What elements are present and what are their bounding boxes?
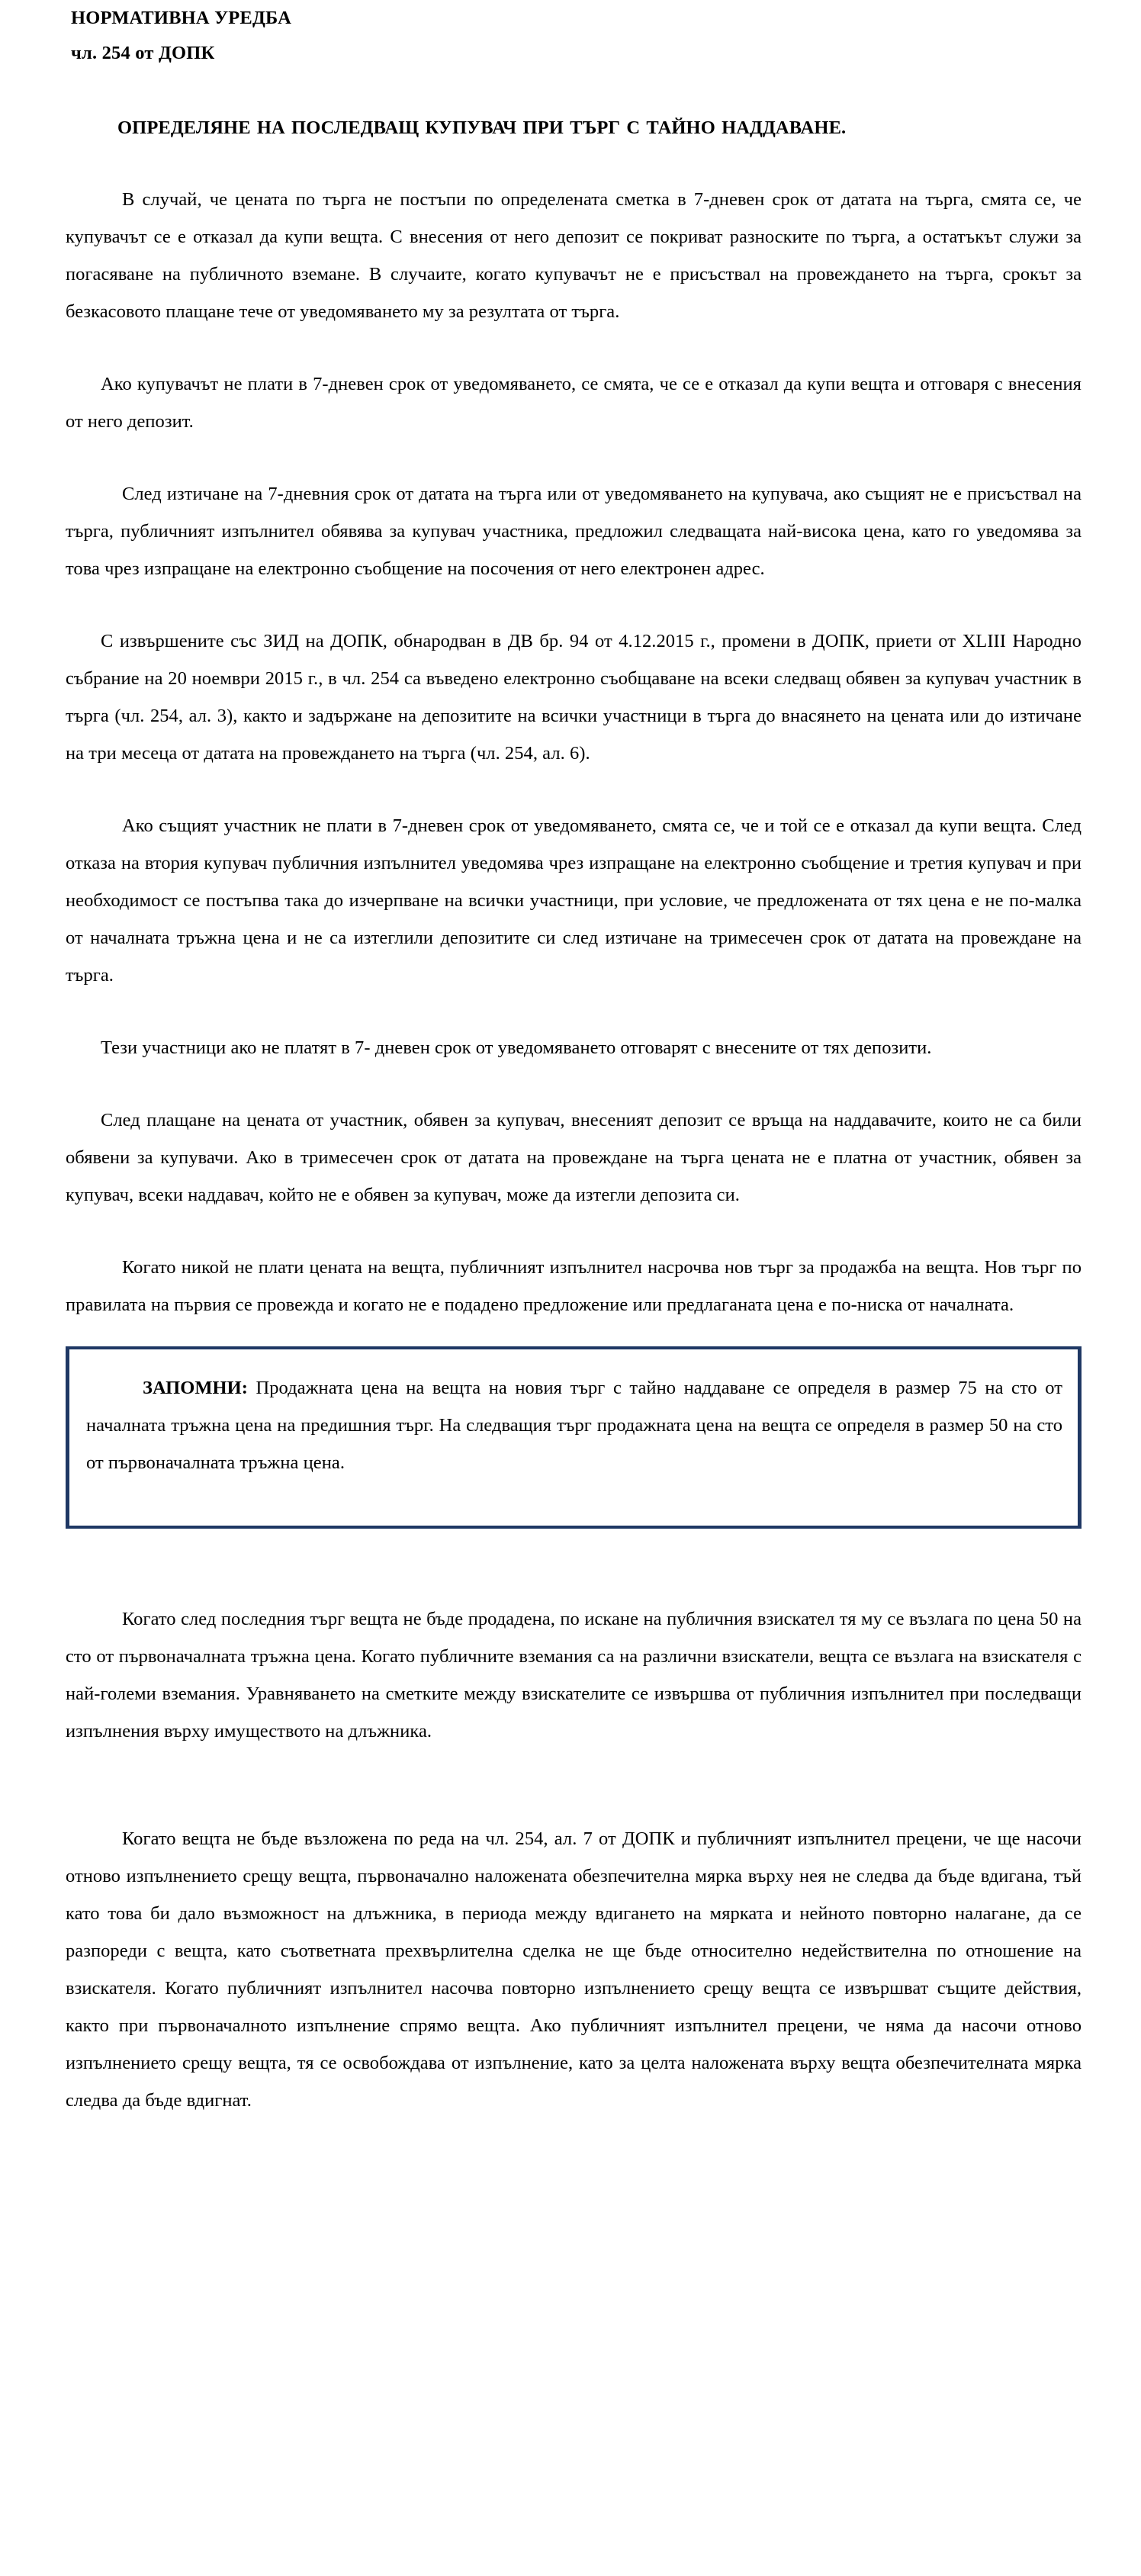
remember-text: Продажната цена на вещта на новия търг с тайно наддаване се определя в размер 75 на сто от началната тръжна цена на предишния търг. На следващия търг продажната цена на вещта се определя в размер 50 на сто от първоначалната тръжна цена. [86,1378,1062,1474]
paragraph-7: След плащане на цената от участник, обявен за купувач, внесеният депозит се връща на наддавачите, които не са били обявени за купувачи. Ако в тримесечен срок от датата на провеждане на търга цената не е платна от участник, обявен за купувач, всеки наддавач, който не е обявен за купувач, може да изтегли депозита си. [66,1110,1082,1206]
paragraph-6: Тези участници ако не платят в 7- дневен срок от уведомяването отговарят с внесените от тях депозити. [101,1037,932,1059]
paragraph-2: Ако купувачът не плати в 7-дневен срок от уведомяването, се смята, че се е отказал да купи вещта и отговаря с внесения от него депозит. [66,374,1082,433]
remember-callout-paragraph [86,1369,1062,1481]
remember-label: ЗАПОМНИ: [143,1378,248,1399]
spacer-after-box [66,1529,1082,1565]
section-title: ОПРЕДЕЛЯНЕ НА ПОСЛЕДВАЩ КУПУВАЧ ПРИ ТЪРГ С ТАЙНО НАДДАВАНЕ. [117,117,847,138]
paragraph-after-box-1: Когато след последния търг вещта не бъде продадена, по искане на публичния взискател тя му се възлага по цена 50 на сто от първоначалната тръжна цена. Когато публичните вземания са на различни взискатели, вещта се възлага на взискателя с най-големи вземания. Уравняването на сметките между взискателите се извършва от публичния изпълнител при последващи изпълнения върху имуществото на длъжника. [66,1609,1082,1742]
paragraph-1: В случай, че цената по търга не постъпи по определената сметка в 7-дневен срок от датата на търга, смята се, че купувачът се е отказал да купи вещта. С внесения от него депозит се покриват разноските по търга, а остатъкът служи за погасяване на публичното вземане. В случаите, когато купувачът не е присъствал на провеждането на търга, срокът за безкасовото плащане тече от уведомяването му за резултата от търга. [66,189,1082,323]
remember-callout-box [66,1346,1082,1529]
remember-callout-inner [86,1369,1062,1481]
paragraph-5: Ако същият участник не плати в 7-дневен срок от уведомяването, смята се, че и той се е отказал да купи вещта. След отказа на втория купувач публичния изпълнител уведомява чрез изпращане на електронно съобщение и третия купувач и при необходимост се постъпва така до изчерпване на всички участници, при условие, че предложената от тях цена е не по-малка от началната тръжна цена и не са изтеглили депозитите си след изтичане на тримесечен срок от датата на провеждане на търга. [66,815,1082,986]
document-header [66,0,1082,63]
document-header-title: НОРМАТИВНА УРЕДБА [71,8,292,28]
document-header-subtitle: чл. 254 от ДОПК [71,42,215,63]
paragraph-4: С извършените със ЗИД на ДОПК, обнародван в ДВ бр. 94 от 4.12.2015 г., промени в ДОПК, приети от XLIII Народно събрание на 20 ноември 2015 г., в чл. 254 са въведено електронно съобщаване на всеки следващ обявен за купувач участник в търга (чл. 254, ал. 3), както и задържане на депозитите на всички участници в търга до внасянето на цената или до изтичане на три месеца от датата на провеждането на търга (чл. 254, ал. 6). [66,631,1082,764]
paragraph-after-box-2: Когато вещта не бъде възложена по реда на чл. 254, ал. 7 от ДОПК и публичният изпълнител прецени, че ще насочи отново изпълнението срещу вещта, първоначално наложената обезпечителна мярка върху нея не следва да бъде вдигана, тъй като това би дало възможност на длъжника, в периода между вдигането на мярката и нейното повторно налагане, да се разпореди с вещта, като съответната прехвърлителна сделка не ще бъде относително недействителна по отношение на взискателя. Когато публичният изпълнител насочва повторно изпълнението срещу вещта се извършват същите действия, както при първоначалното изпълнение спрямо вещта. Ако публичният изпълнител прецени, че няма да насочи отново изпълнението срещу вещта, тя се освобождава от изпълнение, като за целта наложената върху вещта обезпечителната мярка следва да бъде вдигнат. [66,1828,1082,2111]
paragraph-8: Когато никой не плати цената на вещта, публичният изпълнител насрочва нов търг за продажба на вещта. Нов търг по правилата на първия се провежда и когато не е подадено предложение или предлаганата цена е по-ниска от началната. [66,1257,1082,1316]
paragraph-3: След изтичане на 7-дневния срок от датата на търга или от уведомяването на купувача, ако същият не е присъствал на търга, публичният изпълнител обявява за купувач участника, предложил следващата най-висока цена, като го уведомява за това чрез изпращане на електронно съобщение на посочения от него електронен адрес. [66,484,1082,580]
